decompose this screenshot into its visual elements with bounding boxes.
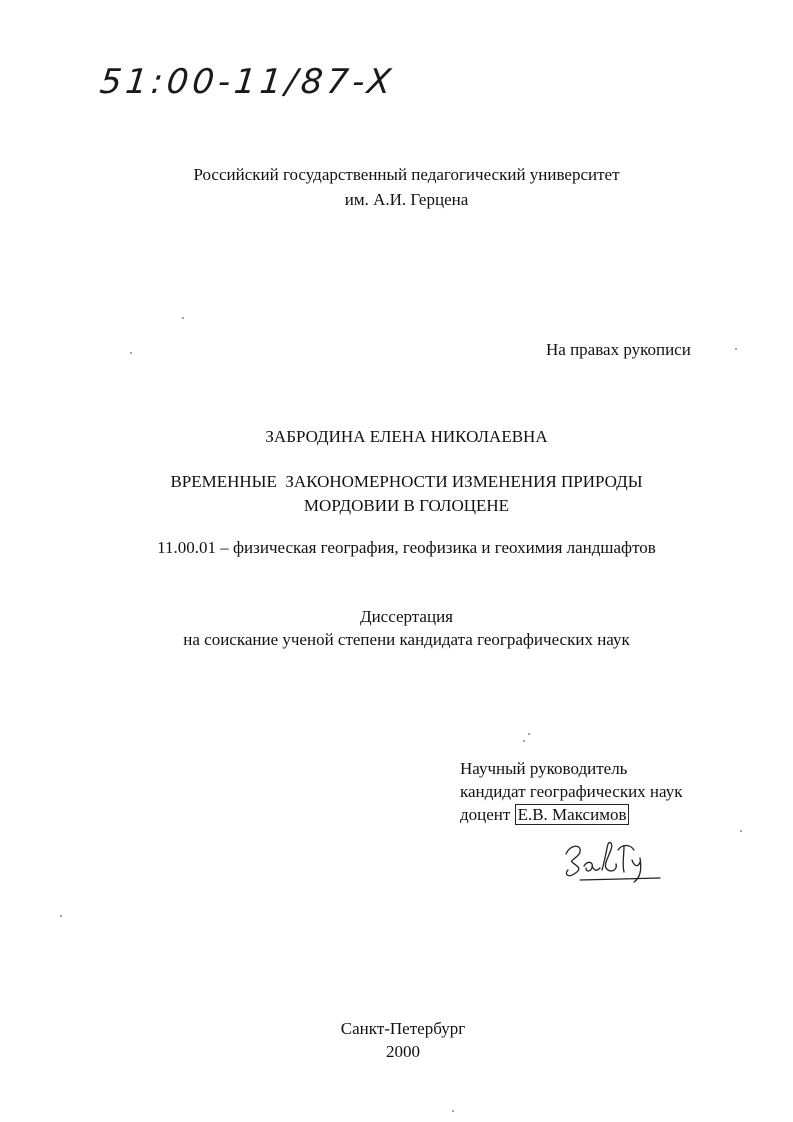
scan-speck [452, 1110, 454, 1112]
supervisor-title-line [460, 803, 682, 826]
city-name: Санкт-Петербург [340, 1019, 466, 1038]
scan-speck [182, 317, 184, 319]
degree-statement [0, 605, 793, 651]
title-line-2: МОРДОВИИ В ГОЛОЦЕНЕ [303, 496, 510, 515]
scan-speck [130, 352, 132, 354]
scan-speck [523, 740, 525, 742]
specialty: 11.00.01 – физическая география, геофизика и геохимия ландшафтов [157, 538, 656, 557]
rights-notice: На правах рукописи [546, 340, 691, 359]
university-name [0, 162, 793, 212]
handwritten-signature [560, 830, 670, 890]
scan-speck [528, 733, 530, 735]
scan-speck [735, 348, 737, 350]
supervisor-role: Научный руководитель [460, 759, 628, 778]
author-name: ЗАБРОДИНА ЕЛЕНА НИКОЛАЕВНА [265, 427, 548, 446]
dissertation-title [0, 470, 793, 518]
catalog-number: 51:00-11/87-X [97, 62, 397, 102]
supervisor-degree: кандидат географических наук [460, 782, 683, 801]
publication-year: 2000 [386, 1042, 420, 1061]
supervisor-name: Е.В. Максимов [515, 804, 630, 825]
title-line-1: ВРЕМЕННЫЕ ЗАКОНОМЕРНОСТИ ИЗМЕНЕНИЯ ПРИРОДЫ [170, 472, 643, 491]
scan-speck [60, 915, 62, 917]
supervisor-title: доцент [460, 805, 511, 824]
university-line-1: Российский государственный педагогический университет [193, 165, 620, 184]
publication-place [0, 1017, 793, 1063]
degree-line-1: Диссертация [359, 607, 453, 626]
scan-speck [740, 830, 742, 832]
university-line-2: им. А.И. Герцена [344, 190, 469, 209]
degree-line-2: на соискание ученой степени кандидата географических наук [183, 630, 630, 649]
supervisor-block [460, 757, 682, 826]
